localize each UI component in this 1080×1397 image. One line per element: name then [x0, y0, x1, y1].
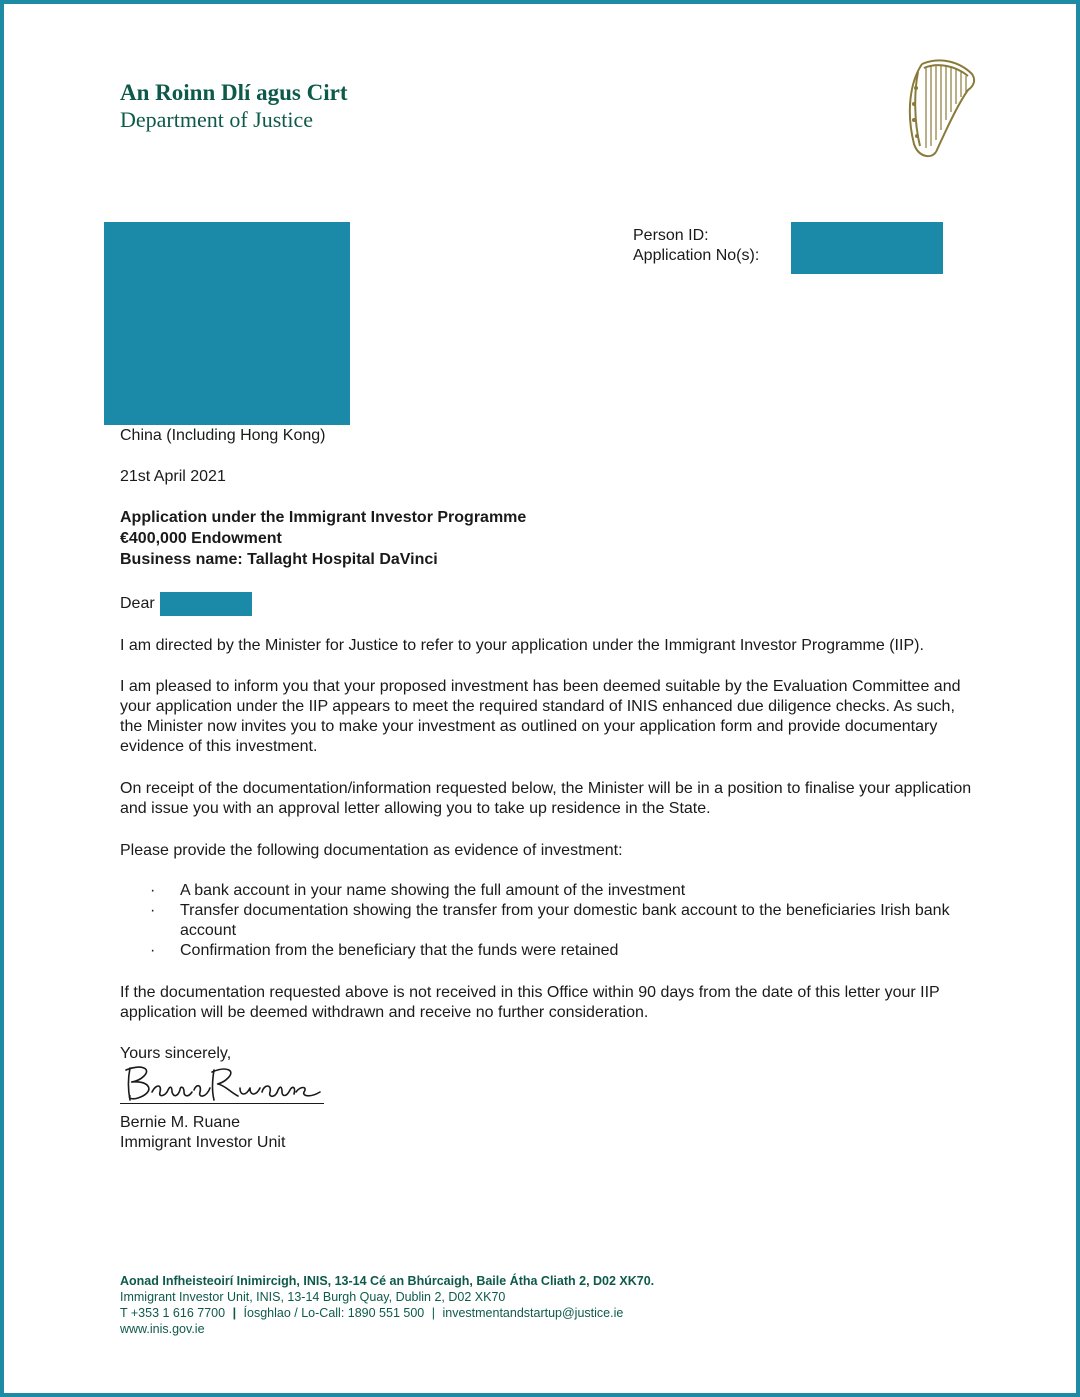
footer-separator: | [232, 1306, 237, 1320]
salutation: Dear [120, 595, 155, 612]
bullet-marker: · [150, 902, 156, 919]
paragraph-deadline: If the documentation requested above is not received in this Office within 90 days from the date of this letter your IIP application will be deemed withdrawn and receive no further consideration. [120, 984, 940, 1021]
paragraph-documentation-request: Please provide the following documentation as evidence of investment: [120, 842, 623, 859]
footer-website-link[interactable]: www.inis.gov.ie [120, 1322, 205, 1336]
footer-locall: Íosghlao / Lo-Call: 1890 551 500 [243, 1306, 425, 1320]
bullet-marker: · [150, 942, 156, 959]
footer-separator: | [431, 1306, 435, 1320]
list-item [150, 881, 980, 901]
list-item-text: A bank account in your name showing the full amount of the investment [180, 882, 686, 899]
address-country: China (Including Hong Kong) [120, 427, 326, 444]
paragraph-intro: I am directed by the Minister for Justice to refer to your application under the Immigrant Investor Programme (IIP). [120, 637, 924, 654]
paragraph-approval: I am pleased to inform you that your proposed investment has been deemed suitable by the Evaluation Committee and your application under the IIP appears to meet the required standard of INIS enhanced due diligence checks. As such, the Minister now invites you to make your investment as outlined on your application form and provide documentary evidence of this investment. [120, 678, 961, 755]
redacted-address-block [104, 222, 350, 425]
redacted-recipient-name [160, 592, 252, 616]
footer-email-link[interactable]: investmentandstartup@justice.ie [442, 1306, 624, 1320]
list-item [150, 901, 980, 941]
list-item-text: Transfer documentation showing the transfer from your domestic bank account to the beneficiaries Irish bank account [180, 902, 950, 939]
application-no-label: Application No(s): [633, 247, 760, 264]
department-name-irish: An Roinn Dlí agus Cirt [120, 80, 348, 105]
signatory-name: Bernie M. Ruane [120, 1114, 241, 1131]
person-id-label: Person ID: [633, 227, 709, 244]
footer-address-irish: Aonad Infheisteoirí Inimircigh, INIS, 13-14 Cé an Bhúrcaigh, Baile Átha Cliath 2, D02 XK70. [120, 1274, 655, 1288]
department-name-english: Department of Justice [120, 107, 314, 132]
subject-line-programme: Application under the Immigrant Investor Programme [120, 509, 527, 526]
documentation-list [150, 881, 980, 961]
harp-emblem-icon [900, 52, 980, 164]
bullet-marker: · [150, 882, 156, 899]
footer-phone: T +353 1 616 7700 [120, 1306, 226, 1320]
paragraph-receipt: On receipt of the documentation/information requested below, the Minister will be in a position to finalise your application and issue you with an approval letter allowing you to take up residence in the State. [120, 780, 972, 817]
footer-address-english: Immigrant Investor Unit, INIS, 13-14 Burgh Quay, Dublin 2, D02 XK70 [120, 1290, 506, 1304]
list-item-text: Confirmation from the beneficiary that the funds were retained [180, 942, 619, 959]
signature-line [120, 1103, 324, 1104]
subject-line-endowment: €400,000 Endowment [120, 530, 282, 547]
letter-date: 21st April 2021 [120, 468, 226, 485]
redacted-reference-numbers [791, 222, 943, 274]
closing: Yours sincerely, [120, 1045, 232, 1062]
letter-subject [120, 507, 980, 570]
reference-labels [633, 226, 759, 266]
subject-line-business: Business name: Tallaght Hospital DaVinci [120, 551, 438, 568]
handwritten-signature [122, 1062, 324, 1106]
list-item [150, 941, 980, 961]
letter-footer [120, 1273, 654, 1337]
footer-contact-line [120, 1305, 654, 1321]
signatory-unit: Immigrant Investor Unit [120, 1134, 286, 1151]
